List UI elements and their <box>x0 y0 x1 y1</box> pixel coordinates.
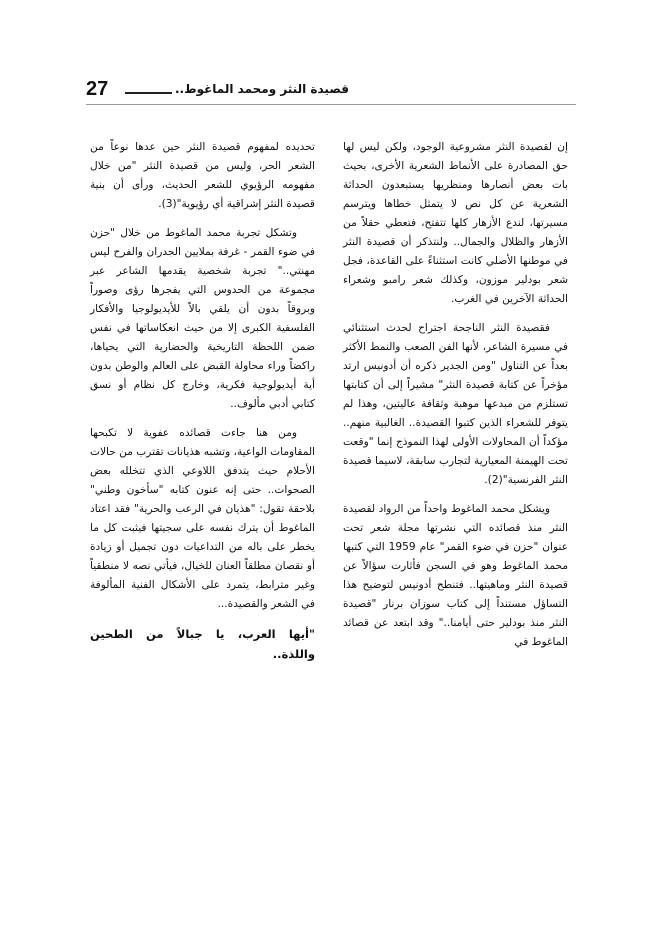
poem-quote: "أيها العرب، يا جبالاً من الطحين واللذة.. <box>90 627 315 661</box>
paragraph: إن لقصيدة النثر مشروعية الوجود، ولكن ليس لها حق المصادرة على الأنماط الشعرية الأخرى، بحيث بات بعض أنصارها ومنظريها يستبعدون الحداثة الشعرية عن كل نص لا يتمثل خطاها ويترسم مسيرتها، لندع الأزهار كلها تتفتح، فتعطي حقلاً من الأزهار والظلال والجمال.. ولنتذكر أن قصيدة النثر في موطنها الأصلي كانت استثناءً على القاعدة، فجل شعر بودلير موزون، وكذلك شعر رامبو وشعراء الحداثة الآخرين في الغرب. <box>343 141 568 305</box>
paragraph: ومن هنا جاءت قصائده عفوية لا تكبحها المقاومات الواعية، وتشبه هذيانات تقترب من حالات الأحلام حيث يتدفق اللاوعي الذي تتخلله بعض الصحوات.. حتى إنه عنون كتابه "سأخون وطني" بلاحقة تقول: "هذيان في الرعب والحرية" فقد اعتاد الماغوط أن يترك نفسه على سجيتها فيثبت كل ما يخطر على باله من التداعيات دون تجميل أو زيادة أو نقصان مطلقاً العنان للخيال، فيأتي نصه لا منطقياً وغير مترابط، يتمرد على الأشكال الفنية المألوفة في الشعر والقصيدة... <box>90 427 315 610</box>
paragraph: ويشكل محمد الماغوط واحداً من الرواد لقصيدة النثر منذ قصائده التي نشرتها مجلة شعر تحت عنوان "حزن في ضوء القمر" عام 1959 التي كتبها محمد الماغوط وهو في السجن فأثارت سؤالاً عن قصيدة النثر وماهيتها.. فتنطح أدونيس لتوضيح هذا التساؤل مستنداً إلى كتاب سوزان برنار "قصيدة النثر منذ بودلير حتى أيامنا.." وقد ابتعد عن قصائد الماغوط في <box>343 503 568 648</box>
header-rule <box>125 92 172 94</box>
paragraph: وتشكل تجربة محمد الماغوط من خلال "حزن في ضوء القمر - غرفة بملايين الجدران والفرح ليس مهنتي.." تجربة شخصية يقدمها الشاعر عبر مجموعة من الحدوس التي يفجرها رؤى وصوراً وبروقاً بدون أن يلقي بالاً للأيديولوجيا والأفكار الفلسفية الكبرى إلا من حيث انعكاساتها في نفس ضمن اللحظة التاريخية والحضارية التي يحياها، راكضاً وراء محاولة القبض على العالم والوطن بدون أية أيديولوجية فكرية، وخارج كل نظام أو نسق كتابي أدبي مألوف.. <box>90 227 315 410</box>
paragraph: فقصيدة النثر الناجحة اجتراح لحدث استثنائي في مسيرة الشاعر، لأنها الفن الصعب والنمط الأكثر بعداً عن التناول "ومن الجدير ذكره أن أدونيس ارتد مؤخراً عن كتابة قصيدة النثر" مشيراً إلى أن كتابتها تستلزم من مبدعها موهبة وثقافة عاليتين، وهذا لم يتوفر للشعراء الذين كتبوا القصيدة.. الغالبية منهم.. مؤكداً أن المحاولات الأولى لهذا النموذج إنما "وقعت تحت الهيمنة المعيارية لتجارب سابقة، لاسيما قصيدة النثر الفرنسية"(2). <box>343 322 568 486</box>
paragraph: تحديده لمفهوم قصيدة النثر حين عدها نوعاً من الشعر الحر، وليس من قصيدة النثر "من خلال مفهومه الرؤيوي للشعر الحديث، ورأى أن بنية قصيدة النثر إشراقية أي رؤيوية"(3). <box>90 141 315 210</box>
header-divider <box>86 104 576 105</box>
page-number: 27 <box>86 78 109 100</box>
left-column <box>90 138 315 674</box>
running-header-title: قصيدة النثر ومحمد الماغوط.. <box>175 82 349 96</box>
right-column <box>343 138 568 662</box>
